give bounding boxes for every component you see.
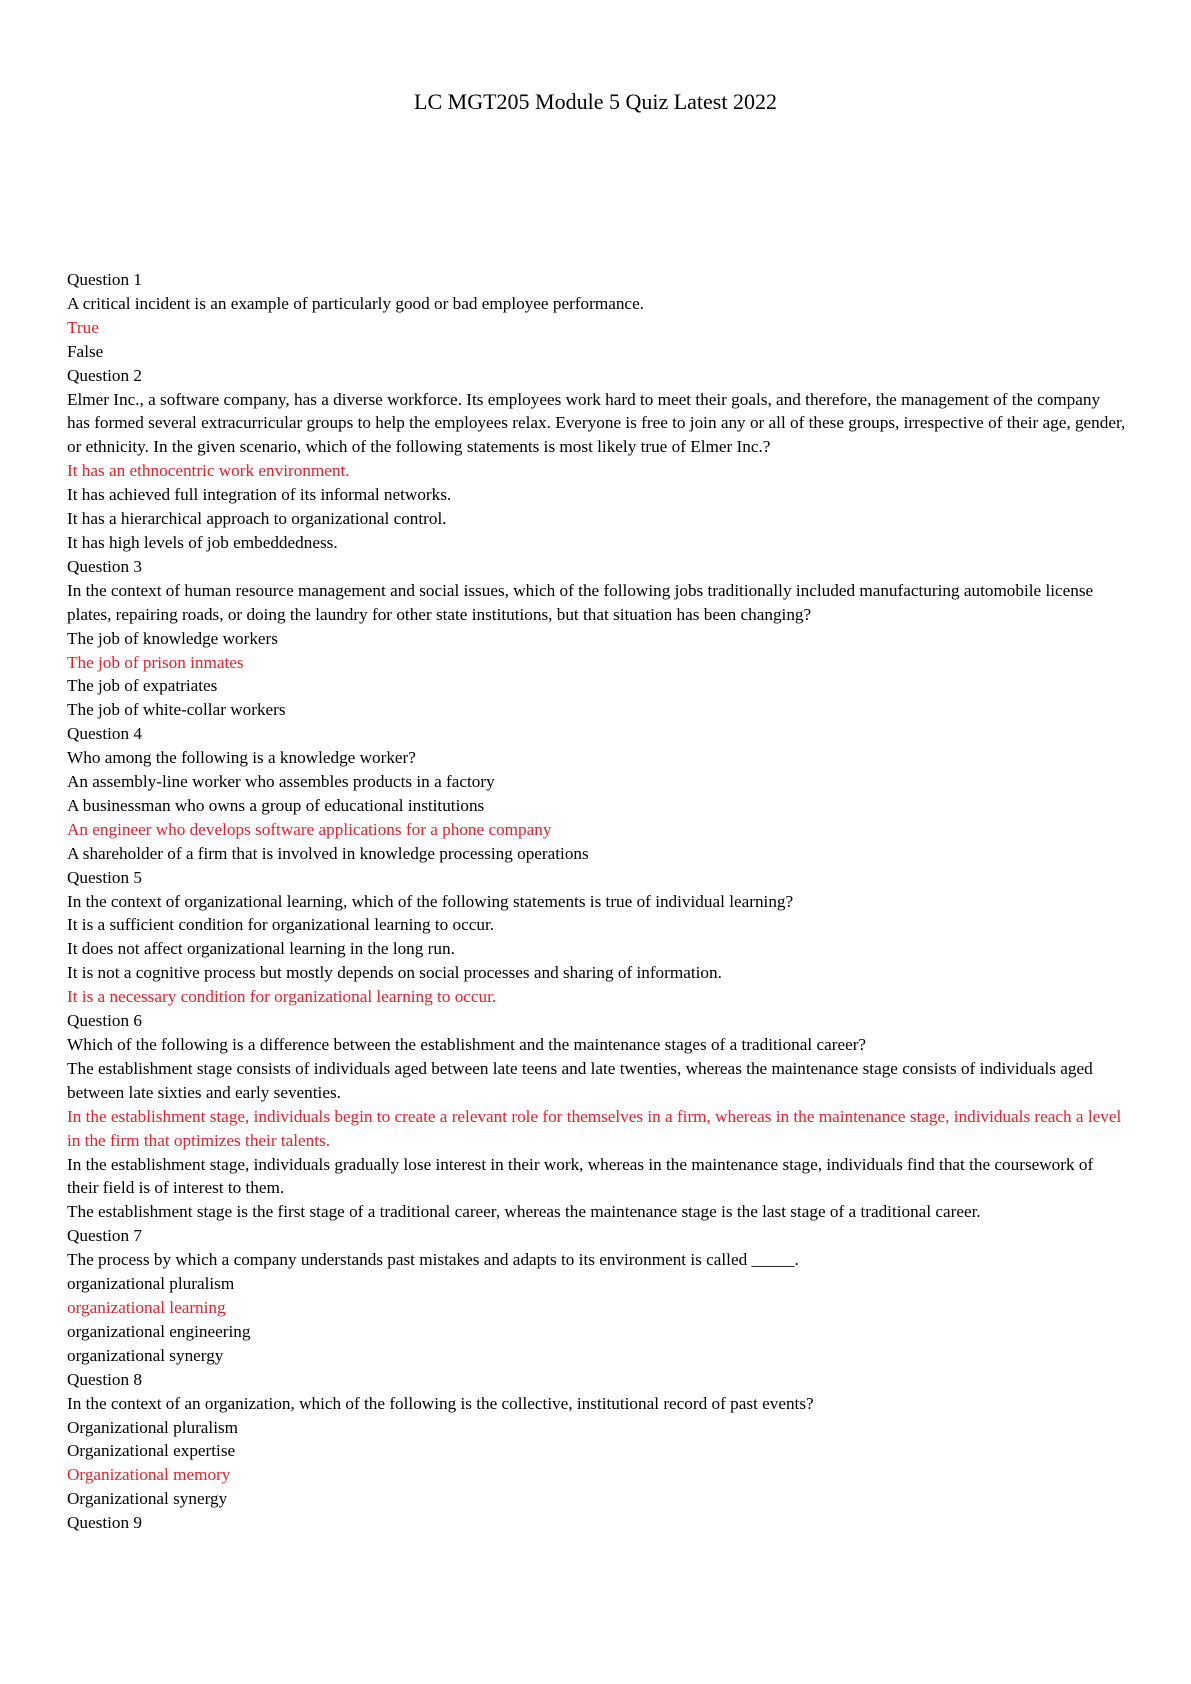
document-title: LC MGT205 Module 5 Quiz Latest 2022 [414,89,777,114]
answer-option: It has achieved full integration of its informal networks. [67,485,452,505]
answer-option: organizational engineering [67,1321,251,1341]
question-label: Question 9 [67,1513,142,1533]
question-text: The process by which a company understands past mistakes and adapts to its environment is called _____. [67,1250,799,1270]
answer-option: Organizational pluralism [67,1417,239,1437]
answer-option: False [67,341,104,361]
answer-option-correct: organizational learning [67,1297,226,1317]
question-label: Question 1 [67,270,142,289]
question-text: Elmer Inc., a software company, has a diverse workforce. Its employees work hard to meet their goals, and therefore, the management of the company has formed several extracurricular groups to help the employees relax. Everyone is free to join any or all of these groups, irrespective of their age, gender, or ethnicity. In the given scenario, which of the following statements is most likely true of Elmer Inc.? [67,389,1126,457]
answer-option-correct: The job of prison inmates [67,652,244,672]
answer-option: In the establishment stage, individuals gradually lose interest in their work, whereas in the maintenance stage, individuals find that the coursework of their field is of interest to them. [67,1154,1094,1198]
question-text: Which of the following is a difference between the establishment and the maintenance stages of a traditional career? [67,1035,867,1054]
answer-option: An assembly-line worker who assembles products in a factory [67,772,495,792]
answer-option: organizational pluralism [67,1274,235,1294]
question-text: In the context of human resource management and social issues, which of the following jobs traditionally included manufacturing automobile license plates, repairing roads, or doing the laundry for other state institutions, but that situation has been changing? [67,580,1094,624]
question-label: Question 7 [67,1226,142,1246]
answer-option: A businessman who owns a group of educational institutions [67,795,485,815]
answer-option: Organizational expertise [67,1441,236,1461]
answer-option: It has high levels of job embeddedness. [67,532,338,552]
question-text: Who among the following is a knowledge worker? [67,748,416,768]
answer-option: A shareholder of a firm that is involved in knowledge processing operations [67,843,589,863]
answer-option-correct: True [67,317,99,337]
question-label: Question 2 [67,365,142,385]
question-label: Question 6 [67,1011,142,1031]
question-text: A critical incident is an example of particularly good or bad employee performance. [67,293,644,313]
question-label: Question 4 [67,724,142,744]
answer-option-correct: An engineer who develops software applications for a phone company [67,819,552,839]
answer-option: The establishment stage is the first stage of a traditional career, whereas the maintenance stage is the last stage of a traditional career. [67,1202,981,1222]
answer-option: The job of knowledge workers [67,628,278,648]
answer-option: organizational synergy [67,1345,224,1365]
answer-option: It does not affect organizational learning in the long run. [67,939,455,959]
question-label: Question 3 [67,556,142,576]
answer-option-correct: It is a necessary condition for organizational learning to occur. [67,987,497,1007]
answer-option-correct: In the establishment stage, individuals begin to create a relevant role for themselves in a firm, whereas in the maintenance stage, individuals reach a level in the firm that optimizes their talents. [67,1106,1122,1150]
question-text: In the context of an organization, which of the following is the collective, institutional record of past events? [67,1393,814,1413]
answer-option-correct: It has an ethnocentric work environment. [67,461,350,481]
answer-option: It is a sufficient condition for organizational learning to occur. [67,915,495,935]
question-label: Question 5 [67,867,142,887]
answer-option: The job of expatriates [67,676,218,696]
answer-option: It is not a cognitive process but mostly depends on social processes and sharing of information. [67,963,722,983]
answer-option: The job of white-collar workers [67,700,286,720]
question-text: In the context of organizational learning, which of the following statements is true of individual learning? [67,891,794,911]
quiz-content [67,268,1127,1535]
answer-option: Organizational synergy [67,1489,228,1509]
answer-option-correct: Organizational memory [67,1465,231,1485]
answer-option: The establishment stage consists of individuals aged between late teens and late twenties, whereas the maintenance stage consists of individuals aged between late sixties and early seventies. [67,1058,1093,1102]
answer-option: It has a hierarchical approach to organizational control. [67,509,447,529]
question-label: Question 8 [67,1369,142,1389]
